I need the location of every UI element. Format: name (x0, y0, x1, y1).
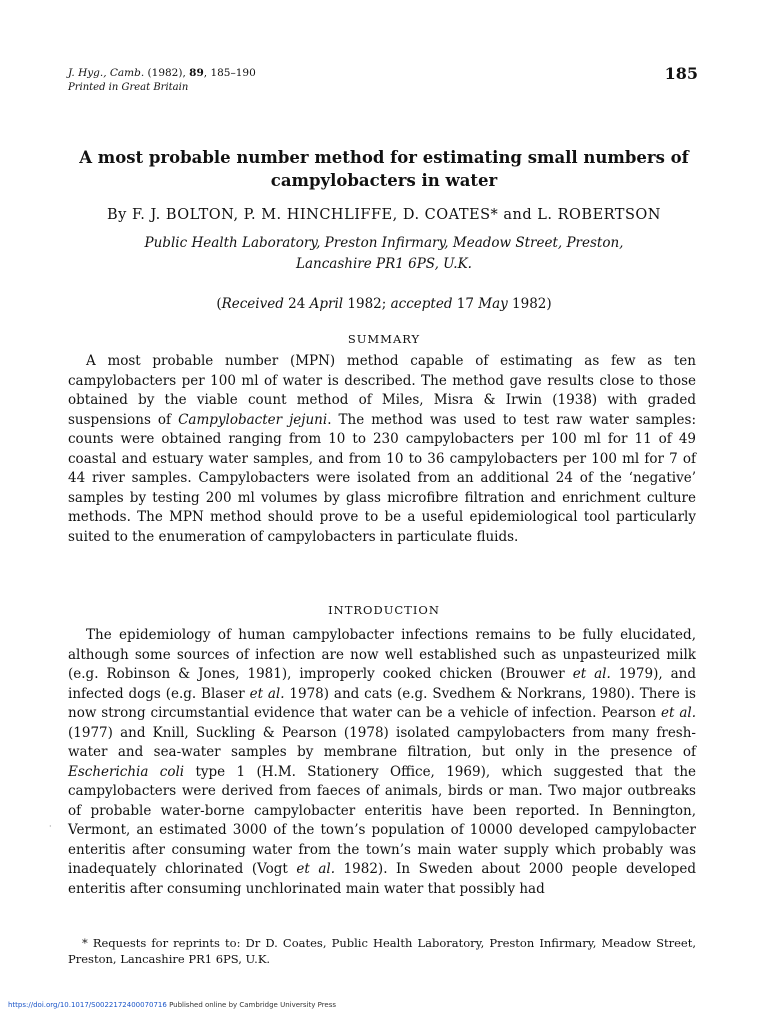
printed-in: Printed in Great Britain (68, 82, 189, 93)
et-al: et al. (660, 705, 696, 721)
species-name: Escherichia coli (68, 763, 185, 780)
et-al: et al. (572, 666, 611, 682)
accepted-label: accepted (390, 296, 453, 312)
affiliation-line-1: Public Health Laboratory, Preston Infirmary, Meadow Street, Preston, (144, 235, 624, 251)
journal-year: (1982), (144, 67, 190, 79)
affiliation (60, 233, 708, 275)
summary-text-2: . The method was used to test raw water samples: counts were obtained ranging from 10 to 230 campylobacters per 100 ml for 11 of 49 coastal and estuary water samples, and from 10 to 36 campylobacters per 100 ml for 7 of 44 river samples. Campylobacters were isolated from an additional 24 of the ‘negative’ samples by testing 200 ml volumes by glass microfibre filtration and enrichment culture methods. The MPN method should prove to be a useful epidemiological tool particularly suited to the enumeration of campylobacters in particulate fluids. (68, 411, 697, 545)
introduction-paragraph (68, 626, 696, 899)
species-name: Campylobacter jejuni (178, 411, 328, 428)
journal-citation (68, 66, 698, 81)
title-line-1: A most probable number method for estimating small numbers of (79, 148, 689, 167)
intro-text-1: The epidemiology of human campylobacter infections remains to be fully elucidated, although some sources of infection are now well established such as unpasteurized milk (e.g. Robinson & Jones, 1981), improperly cooked chicken (Brouwer (68, 627, 696, 682)
intro-text-5: type 1 (H.M. Stationery Office, 1969), which suggested that the campylobacters were derived from faeces of animals, birds or man. Two major outbreaks of probable water-borne campylobacter enteritis have been reported. In Bennington, Vermont, an estimated 3000 of the town’s population of 10000 developed campylobacter enteritis after consuming water from the town’s main water supply which probably was inadequately chlorinated (Vogt (68, 763, 697, 877)
received-dates (60, 296, 708, 312)
journal-name: J. Hyg., Camb. (68, 67, 145, 79)
received-day: 24 (283, 296, 310, 312)
publisher-note: Published online by Cambridge University Press (166, 1001, 337, 1009)
intro-text-6: 1982). In Sweden about 2000 people developed enteritis after consuming unchlorinated main water that possibly had (68, 861, 696, 897)
et-al: et al. (249, 685, 285, 702)
et-al: et al. (296, 861, 336, 877)
journal-pages: , 185–190 (203, 67, 256, 79)
received-month: April (309, 296, 344, 312)
accepted-month: May (478, 296, 508, 312)
author-list: By F. J. BOLTON, P. M. HINCHLIFFE, D. COATES* and L. ROBERTSON (106, 207, 661, 223)
journal-volume: 89 (189, 67, 204, 79)
scan-mark: · (49, 822, 52, 831)
footnote: * Requests for reprints to: Dr D. Coates, Public Health Laboratory, Preston Infirmary, Meadow Street, Preston, Lancashire PR1 6PS, U.K. (68, 936, 696, 966)
paper-title (60, 146, 708, 192)
intro-text-2: 1979), and infected dogs (e.g. Blaser (68, 666, 696, 702)
affiliation-line-2: Lancashire PR1 6PS, U.K. (296, 256, 472, 272)
accepted-day: 17 (452, 296, 479, 312)
received-label: Received (221, 296, 284, 312)
doi-link[interactable]: https://doi.org/10.1017/S0022172400070716 (8, 1001, 167, 1009)
running-header (68, 66, 698, 95)
summary-text-1: A most probable number (MPN) method capable of estimating as few as ten campylobacters per 100 ml of water is described. The method gave results close to those obtained by the viable count method of Miles, Misra & Irwin (1938) with graded suspensions of (68, 353, 696, 428)
received-year: 1982; (343, 296, 391, 312)
page-number: 185 (664, 64, 698, 83)
summary-paragraph (68, 352, 696, 547)
doi-footer (8, 1001, 336, 1009)
intro-text-4: (1977) and Knill, Suckling & Pearson (1978) isolated campylobacters from many fresh-water and sea-water samples by membrane filtration, but only in the presence of (68, 724, 696, 760)
title-line-2: campylobacters in water (270, 171, 498, 190)
accepted-year: 1982) (507, 296, 552, 312)
intro-text-3: 1978) and cats (e.g. Svedhem & Norkrans, 1980). There is now strong circumstantial evidence that water can be a vehicle of infection. Pearson (68, 685, 696, 721)
introduction-heading: INTRODUCTION (328, 603, 440, 617)
paren-open: ( (216, 296, 222, 312)
summary-heading: SUMMARY (347, 332, 421, 346)
